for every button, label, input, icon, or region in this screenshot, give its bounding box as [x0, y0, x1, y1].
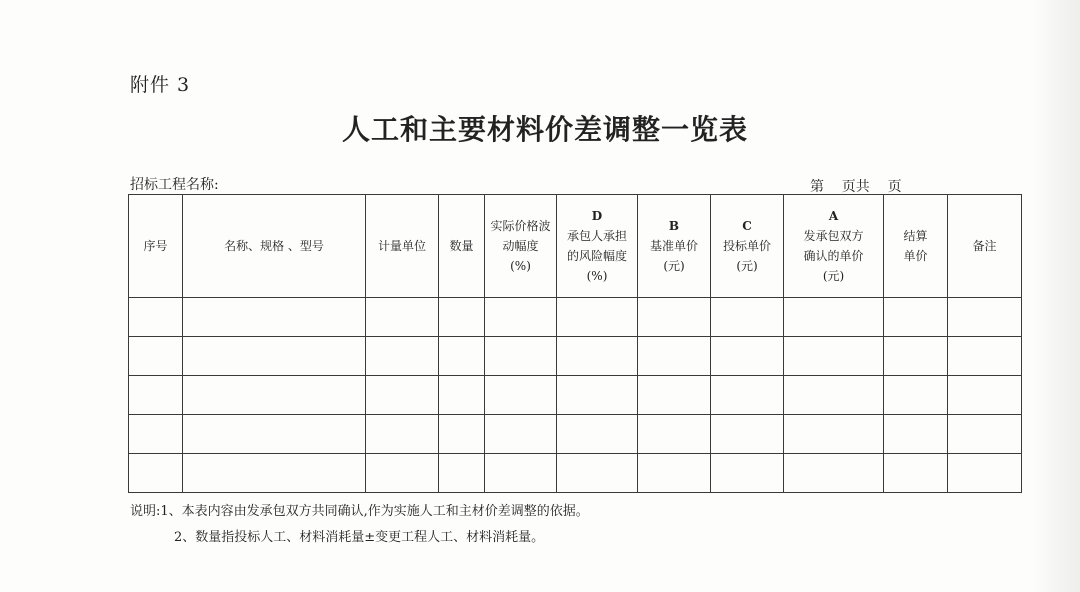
- table-cell: [557, 376, 638, 415]
- table-cell: [129, 376, 183, 415]
- table-cell: [366, 376, 439, 415]
- table-cell: [183, 337, 366, 376]
- table-row: [129, 337, 1022, 376]
- table-cell: [884, 415, 948, 454]
- table-cell: [948, 415, 1022, 454]
- table-cell: [711, 415, 784, 454]
- table-cell: [638, 298, 711, 337]
- table-cell: [784, 298, 884, 337]
- table-cell: [485, 298, 557, 337]
- header-remarks: 备注: [948, 195, 1022, 298]
- table-cell: [784, 337, 884, 376]
- table-cell: [711, 376, 784, 415]
- table-cell: [439, 376, 485, 415]
- table-cell: [948, 376, 1022, 415]
- table-cell: [129, 454, 183, 493]
- table-cell: [884, 298, 948, 337]
- attachment-label: 附件 3: [130, 74, 191, 96]
- project-name-label: 招标工程名称:: [130, 177, 219, 193]
- table-row: [129, 415, 1022, 454]
- table-cell: [183, 376, 366, 415]
- table-body: [129, 298, 1022, 493]
- table-cell: [183, 454, 366, 493]
- table-cell: [884, 337, 948, 376]
- page-edge-shadow: [1032, 0, 1080, 592]
- header-quantity: 数量: [439, 195, 485, 298]
- table-cell: [129, 298, 183, 337]
- header-contractor-risk-range: D 承包人承担 的风险幅度 (%): [557, 195, 638, 298]
- table-cell: [638, 454, 711, 493]
- table-cell: [784, 415, 884, 454]
- table-cell: [485, 454, 557, 493]
- table-cell: [439, 298, 485, 337]
- table-cell: [948, 337, 1022, 376]
- table-cell: [439, 454, 485, 493]
- table-cell: [784, 376, 884, 415]
- table-header-row: [129, 195, 1022, 298]
- table-cell: [948, 298, 1022, 337]
- table-cell: [366, 415, 439, 454]
- table-cell: [485, 376, 557, 415]
- table-cell: [129, 415, 183, 454]
- note-1: 说明:1、本表内容由发承包双方共同确认,作为实施人工和主材价差调整的依据。: [130, 504, 589, 519]
- table-cell: [711, 298, 784, 337]
- note-2: 2、数量指投标人工、材料消耗量±变更工程人工、材料消耗量。: [174, 530, 545, 545]
- header-name-spec-model: 名称、规格 、型号: [183, 195, 366, 298]
- table-cell: [884, 454, 948, 493]
- table-cell: [638, 376, 711, 415]
- table-cell: [557, 415, 638, 454]
- table-cell: [948, 454, 1022, 493]
- table-cell: [183, 415, 366, 454]
- header-actual-price-fluctuation: 实际价格波 动幅度 (%): [485, 195, 557, 298]
- table-cell: [557, 298, 638, 337]
- table-cell: [366, 454, 439, 493]
- table-cell: [366, 298, 439, 337]
- table-cell: [485, 337, 557, 376]
- table-cell: [711, 337, 784, 376]
- header-confirmed-unit-price: A 发承包双方 确认的单价 (元): [784, 195, 884, 298]
- table-cell: [784, 454, 884, 493]
- table-row: [129, 376, 1022, 415]
- document-title: 人工和主要材料价差调整一览表: [341, 113, 748, 146]
- table-cell: [439, 337, 485, 376]
- header-bid-unit-price: C 投标单价 (元): [711, 195, 784, 298]
- table-cell: [485, 415, 557, 454]
- header-base-unit-price: B 基准单价 (元): [638, 195, 711, 298]
- notes-section: [130, 499, 589, 551]
- header-serial-number: 序号: [129, 195, 183, 298]
- header-settlement-unit-price: 结算 单价: [884, 195, 948, 298]
- table-cell: [638, 415, 711, 454]
- table-cell: [129, 337, 183, 376]
- table-cell: [884, 376, 948, 415]
- page-number-info: 第 页共 页: [810, 179, 902, 195]
- header-unit: 计量单位: [366, 195, 439, 298]
- table-cell: [557, 454, 638, 493]
- table-cell: [711, 454, 784, 493]
- price-difference-table: [128, 194, 1022, 493]
- table-row: [129, 454, 1022, 493]
- table-cell: [183, 298, 366, 337]
- table-cell: [557, 337, 638, 376]
- table-cell: [638, 337, 711, 376]
- table-cell: [366, 337, 439, 376]
- table-row: [129, 298, 1022, 337]
- table-cell: [439, 415, 485, 454]
